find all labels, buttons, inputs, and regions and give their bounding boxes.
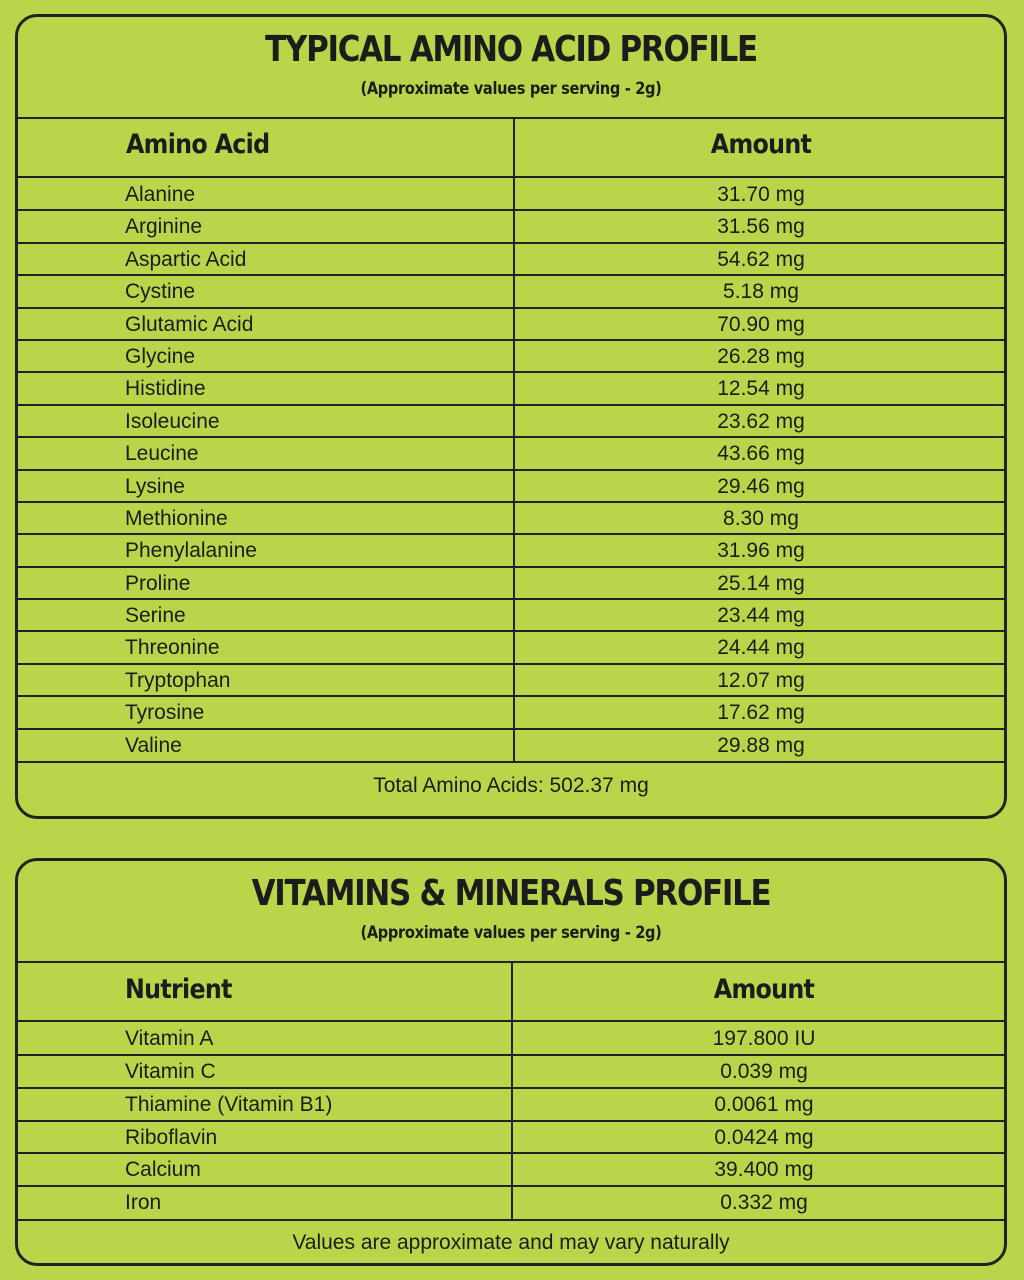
table-row <box>18 340 1004 372</box>
amino-acid-amount: 5.18 mg <box>723 280 799 303</box>
amino-acid-name: Methionine <box>125 507 228 530</box>
table-row <box>18 275 1004 307</box>
nutrient-name: Vitamin C <box>125 1060 216 1083</box>
table-row <box>18 729 1004 761</box>
amino-acid-amount: 31.96 mg <box>717 539 805 562</box>
vitamins-minerals-profile-panel <box>15 858 1007 1266</box>
amino-acid-name: Glutamic Acid <box>125 313 254 336</box>
table-row <box>18 372 1004 404</box>
table-row <box>18 470 1004 502</box>
nutrient-amount: 197.800 IU <box>712 1027 816 1050</box>
vitamins-footer-rule <box>18 1219 1004 1221</box>
amino-acid-name: Aspartic Acid <box>125 248 247 271</box>
table-row <box>18 631 1004 663</box>
table-row <box>18 664 1004 696</box>
amino-acid-name: Histidine <box>125 377 206 400</box>
nutrient-amount: 39.400 mg <box>714 1158 814 1181</box>
table-row <box>18 567 1004 599</box>
amino-acid-profile-panel <box>15 14 1007 819</box>
amino-total: Total Amino Acids: 502.37 mg <box>373 774 649 797</box>
amino-acid-name: Alanine <box>125 183 196 206</box>
amino-acid-name: Tryptophan <box>125 669 231 692</box>
table-row <box>18 178 1004 210</box>
amino-acid-amount: 8.30 mg <box>723 507 799 530</box>
amino-column-divider <box>513 117 515 762</box>
nutrient-amount: 0.0061 mg <box>714 1093 814 1116</box>
amino-acid-name: Proline <box>125 572 191 595</box>
vitamins-col-header-name: Nutrient <box>125 974 232 1005</box>
amino-acid-amount: 23.62 mg <box>717 410 805 433</box>
amino-acid-name: Tyrosine <box>125 701 205 724</box>
table-row <box>18 696 1004 728</box>
table-row <box>18 437 1004 469</box>
amino-acid-amount: 54.62 mg <box>717 248 805 271</box>
amino-acid-amount: 24.44 mg <box>717 636 805 659</box>
amino-acid-amount: 25.14 mg <box>717 572 805 595</box>
amino-acid-amount: 26.28 mg <box>717 345 805 368</box>
table-row <box>18 599 1004 631</box>
amino-acid-amount: 23.44 mg <box>717 604 805 627</box>
table-row <box>18 502 1004 534</box>
amino-acid-name: Serine <box>125 604 186 627</box>
nutrient-name: Iron <box>125 1191 162 1214</box>
nutrient-name: Vitamin A <box>125 1027 214 1050</box>
amino-acid-amount: 70.90 mg <box>717 313 805 336</box>
amino-acid-name: Valine <box>125 734 182 757</box>
vitamins-col-header-amount: Amount <box>713 974 815 1005</box>
amino-acid-name: Isoleucine <box>125 410 220 433</box>
amino-acid-name: Phenylalanine <box>125 539 257 562</box>
amino-acid-name: Glycine <box>125 345 196 368</box>
table-row <box>18 308 1004 340</box>
nutrient-amount: 0.039 mg <box>720 1060 808 1083</box>
amino-acid-amount: 31.70 mg <box>717 183 805 206</box>
nutrient-name: Riboflavin <box>125 1126 218 1149</box>
vitamins-column-divider <box>511 961 513 1220</box>
amino-acid-amount: 12.54 mg <box>717 377 805 400</box>
amino-panel-subtitle: (Approximate values per serving - 2g) <box>360 79 662 99</box>
table-row <box>18 243 1004 275</box>
amino-acid-amount: 43.66 mg <box>717 442 805 465</box>
amino-acid-amount: 12.07 mg <box>717 669 805 692</box>
amino-acid-name: Leucine <box>125 442 199 465</box>
nutrient-amount: 0.332 mg <box>720 1191 808 1214</box>
amino-acid-name: Arginine <box>125 215 203 238</box>
amino-acid-name: Lysine <box>125 475 185 498</box>
amino-footer-rule <box>18 761 1004 763</box>
amino-header-top-rule <box>18 117 1004 119</box>
amino-acid-amount: 31.56 mg <box>717 215 805 238</box>
vitamins-panel-subtitle: (Approximate values per serving - 2g) <box>360 923 662 943</box>
table-row <box>18 210 1004 242</box>
amino-acid-name: Cystine <box>125 280 196 303</box>
amino-col-header-amount: Amount <box>710 129 812 160</box>
table-row <box>18 405 1004 437</box>
nutrient-name: Calcium <box>125 1158 201 1181</box>
amino-acid-name: Threonine <box>125 636 220 659</box>
amino-acid-amount: 29.88 mg <box>717 734 805 757</box>
vitamins-panel-title: VITAMINS & MINERALS PROFILE <box>251 873 771 914</box>
vitamins-footnote: Values are approximate and may vary naturally <box>292 1231 730 1254</box>
amino-col-header-name: Amino Acid <box>126 129 270 160</box>
nutrient-amount: 0.0424 mg <box>714 1126 814 1149</box>
table-row <box>18 534 1004 566</box>
amino-acid-amount: 29.46 mg <box>717 475 805 498</box>
nutrient-name: Thiamine (Vitamin B1) <box>125 1093 333 1116</box>
amino-panel-title: TYPICAL AMINO ACID PROFILE <box>265 29 757 70</box>
amino-acid-amount: 17.62 mg <box>717 701 805 724</box>
